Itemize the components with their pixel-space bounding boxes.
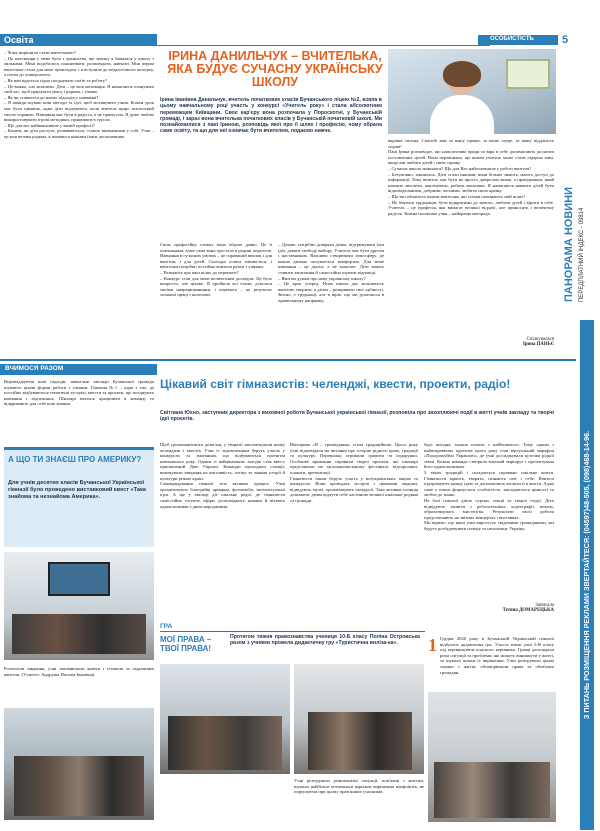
article2-author-role: Записала	[535, 603, 554, 608]
article1-signature	[440, 337, 554, 347]
article1-author: Ірина ПАНЬЄ	[522, 342, 554, 347]
article2-photo-caption: Розпочали завдання, учні заповнювали анкети і стежили за підказками вчителя. (Учителі: Андруша Наталія Іванівна).	[4, 666, 154, 677]
brand-vertical	[563, 52, 579, 302]
article3-rubric-rule	[160, 631, 425, 632]
article3-lead: Протягом тижня правознавства учениця 10-Б класу Поліна Островська разом з учнями провела дидактичну гру «Туристична виліза-ка».	[230, 634, 420, 647]
quiz-students	[12, 614, 146, 654]
teacher-body	[430, 95, 494, 134]
section-divider	[0, 359, 576, 361]
article3-caption: Учні розігрували різноманітні ситуації, пов'язані з життям, шукали найбільш оптимальні варіанти вирішення конфліктів, не порушуючи при цьому прав інших учасників.	[294, 778, 424, 795]
game-photo-left	[160, 664, 290, 774]
article1-col3: – Думаю, потрібно довіряти дітям, підтримувати їхні ідеї, давати свободу вибору. Учитель має бути другом і наставником. Важливо створювати атмосферу, де кожна дитина почувається комфортно. Для мене навчання – це діалог, а не монолог. Діти мають ставити запитання й самостійно шукати відповіді. – Якої ви думки про нову українську школу? – Це крок уперед. Нова школа дає можливість вчителю творити, а дітям – розкривати свої здібності. Звісно, є труднощі, але я вірю, що ми рухаємося в правильному напрямку.	[278, 242, 384, 303]
game-photo-class	[428, 692, 556, 822]
article1-col2: Свою професійну стежку вона обрала давно. Це її покликання, адже сама вона зростала в родині педагогів. Навчання в сучасних умовах – це справжній виклик і для вчителя, і для дітей. Сьогодні освіта змінюється, і вчителям потрібно постійно вчитися разом з учнями. – Розкажіть про ваш шлях до перемоги? – Конкурс став для мене величезним досвідом. Це було непросто, але цікаво. Я пройшла всі етапи, ділилася своїми напрацюваннями, і перемога – це результат спільної праці з колегами.	[160, 242, 272, 298]
quiz-sidebar	[4, 447, 154, 547]
article1-title: ІРИНА ДАНИЛЬЧУК – ВЧИТЕЛЬКА, ЯКА БУДУЄ СУЧАСНУ УКРАЇНСЬКУ ШКОЛУ	[167, 49, 383, 89]
quiz-photo	[4, 552, 154, 660]
rubric-label: ОСОБИСТІСТЬ	[490, 36, 534, 42]
article3-dropcap: 1	[428, 635, 437, 655]
article3-title: МОЇ ПРАВА – ТВОЇ ПРАВА!	[160, 635, 212, 653]
article1-author-role: Спілкувалася	[526, 337, 554, 342]
article1-col4: вкраїна сильна. Спасибі вам за вашу працю, за ваше серце, за вашу відданість справі! Пані Ірина розповідає, що наполеглива праця та віра в себе допомагають досягати поставлених цілей. Вона переконана, що кожен учитель може стати лідером змін, якщо він любить дітей і свою справу. – Сучасна школа змінилася? Що для Вас найголовніше у роботі вчителя? – Безумовно, змінилася. Діти стали іншими, вони більше знають, мають доступ до інформації. Тому вчитель має бути не просто джерелом знань, а провідником, який навчить мислити, аналізувати, робити висновки. Я намагаюся навчити дітей бути відповідальними, добрими, чесними, любити свою країну. – Що ви побажаєте іншим вчителям, які тільки починають свій шлях? – Не боятися труднощів, бути відкритими до нового, любити дітей і вірити в себе. Учитель – це професія, яка вимагає великої віддачі, але приносить і величезну радість. Кожна посмішка учня – найкраща нагорода.	[388, 138, 554, 216]
header-rule	[157, 45, 490, 46]
article2-lead: Світлана Юхно, заступник директора з виховної роботи Бучанської української гімназії, розповіла про захоплюючі події в житті учнів закладу та творчі ідеї проєктів.	[160, 410, 554, 423]
article3-col-right: Грудня 2020 року в Бучанській Українській гімназії відбулася дидактична гра. Участь взяли учні 5-В класу під керівництвом класного керівника. Гравці розглядали різні ситуації та проблеми, які можуть виникнути у житті, та шукали шляхи їх вирішення. Учні розігрували цікаві сценки з життя, обговорювали права та обов'язки громадян.	[440, 636, 554, 675]
index-note: ПЕРЕДПЛАТНИЙ ІНДЕКС - 09814	[579, 207, 585, 302]
game-photo-right	[294, 664, 424, 774]
article2-author: Тетяна ДОМАРЕЦЬКА	[502, 608, 554, 613]
quiz-screen	[48, 562, 110, 596]
page-number: 5	[562, 34, 569, 46]
classroom-board	[506, 59, 550, 89]
index-vertical	[579, 52, 591, 302]
article1-col1: – Чому вирішили стати вчителькою? – Це натхнення у мене було з дитинства, ще змалку я бавилася у школу з ляльками. Мені подобалось пояснювати, розповідати, навчати. Моя перша вчителька стала для мене прикладом, і я вступила до педагогічного коледжу, а потім до університету. – Як вам вдається гідно поєднувати сім'ю та роботу? – Це важко, але можливо. Діти – це моя мотивація. Я намагаюся планувати свій час, щоб приділяти увагу і рідним, і учням. – Як ви ставитеся до нових підходів у навчанні? – Я завжди шукаю нові методи та ідеї, щоб мотивувати учнів. Кожен урок має бути цікавим, адже діти відчувають, коли вчитель щиро захоплений своєю справою. Навчання має бути в радість, а не примусом. Я дуже люблю використовувати ігрові методики, працювати в групах. – Що для вас найважливіше у вашій професії? – Бачити, як діти ростуть, розвиваються, стають впевненими у собі. Учні – це моя велика родина, я пишаюся кожним їхнім досягненням.	[4, 50, 154, 139]
article2-signature	[440, 603, 554, 613]
class-desks	[434, 762, 550, 818]
article2-rubric: ВЧИМОСЯ РАЗОМ	[5, 365, 64, 372]
article3-rubric: ГРА	[160, 623, 173, 630]
students-group-photo	[4, 708, 154, 820]
article2-col1: Щоб урізноманітнити дозвілля, у гімназії започаткували низку челенджів і квестів. Учні із задоволенням беруть участь у конкурсах та змаганнях, що відбуваються протягом навчального року. Одним із найцікавіших заходів став квест, присвячений Дню Європи. Команди проходили станції, виконували завдання на кмітливість, логіку та знання історії й культури різних країн. Самоврядування гімназії теж активно працює. Учні організовують благодійні ярмарки, флешмоби, інтелектуальні ігри. А ще у закладі діє шкільне радіо, де гімназисти самостійно готують ефіри, розповідають новини й вітають однокласників з днем народження.	[160, 442, 285, 509]
brand-text: ПАНОРАМА НОВИНИ	[563, 186, 575, 302]
ad-phones: З ПИТАНЬ РОЗМІЩЕННЯ РЕКЛАМИ ЗВЕРТАЙТЕСЯ: (04597)48-505, (098)468-14-96.	[582, 430, 591, 720]
article2-intro: Впроваджуючи нові підходи, навчальні заклади Бучанської громади шукають цікаві форми роботи з учнями. Гімназія №1 – одна з тих, де постійно відбуваються тематичні зустрічі, квести та проєкти, що поєднують навчання і відпочинок. Школярі вчаться працювати в команді та відкривають для себе нові знання.	[4, 379, 154, 407]
article2-col3: буде виїздна, можна почати з найближчого. Тому одним з найяскравіших проєктів цього року став віртуальний марафон «Подорожуймо Україною», де учні досліджували куточки рідної землі. Кожна команда створила власний маршрут і презентувала його однокласникам. З таких традицій і складається справжнє шкільне життя. Гімназисти мріють, творять, пізнають світ і себе. Вчителі підтримують кожну ідею та допомагають втілити її в життя. Адже саме у школі формується особистість, закладаються цінності та любов до знань. На базі гімназії діють гуртки, секції та творчі студії. Діти відвідують заняття з робототехніки, хореографії, вокалу, образотворчого мистецтва. Результати своєї роботи представляють на звітних концертах і виставках. Ми віримо, що наші учні виростуть свідомими громадянами, які будуть розбудовувати сильну та незалежну Україну.	[424, 442, 554, 531]
article1-lead: Ірина Іванівна Данильчук, вчитель початкових класів Бучанського ліцею №2, взяла в цьому навчальному році участь у конкурсі «Учитель року» і стала абсолютним переможцем Київщини. Своє кар'єру вона розпочала у Пороскотні, у Бучанській громаді, і зараз вона вчителька початкових класів у Бучанській початковій школі. Ми познайомилися з пані Іриною, розповідь якої про її шлях і професію, чому обрала саме освіту, та що для неї означає бути вчителем, подаємо нижче.	[160, 97, 382, 135]
article2-title: Цікавий світ гімназистів: челенджі, квести, проекти, радіо!	[160, 377, 511, 391]
students-row	[14, 756, 144, 816]
teacher-hair	[443, 61, 481, 87]
section-title: Освіта	[4, 35, 34, 45]
game-students-right	[308, 712, 412, 770]
article2-col2: Вікторина «Я – громадянин» стала традиційною. Цього року учні відповідали на питання про історію рідного краю, традиції та культуру. Переможці отримали грамоти та подарунки. Особливе враження справили творчі проєкти, які школярі представили на загальношкільному фестивалі: відеоролики, плакати, презентації. Гімназисти також беруть участь у всеукраїнських акціях та конкурсах. Вони проводять зустрічі з цікавими людьми, відвідують музеї, організовують екскурсії. Така активна позиція допомагає дітям відчути себе частиною великої шкільної родини та громади.	[290, 442, 418, 503]
quiz-sidebar-text: Для учнів десятих класів Бучанської Української гімназії було проведено виставковий квест «Така знайома та незнайома Америка».	[8, 480, 146, 500]
game-students-left	[168, 716, 282, 770]
quiz-sidebar-heading: А ЩО ТИ ЗНАЄШ ПРО АМЕРИКУ?	[8, 455, 142, 464]
teacher-photo	[388, 49, 556, 134]
ad-strip	[580, 320, 594, 830]
